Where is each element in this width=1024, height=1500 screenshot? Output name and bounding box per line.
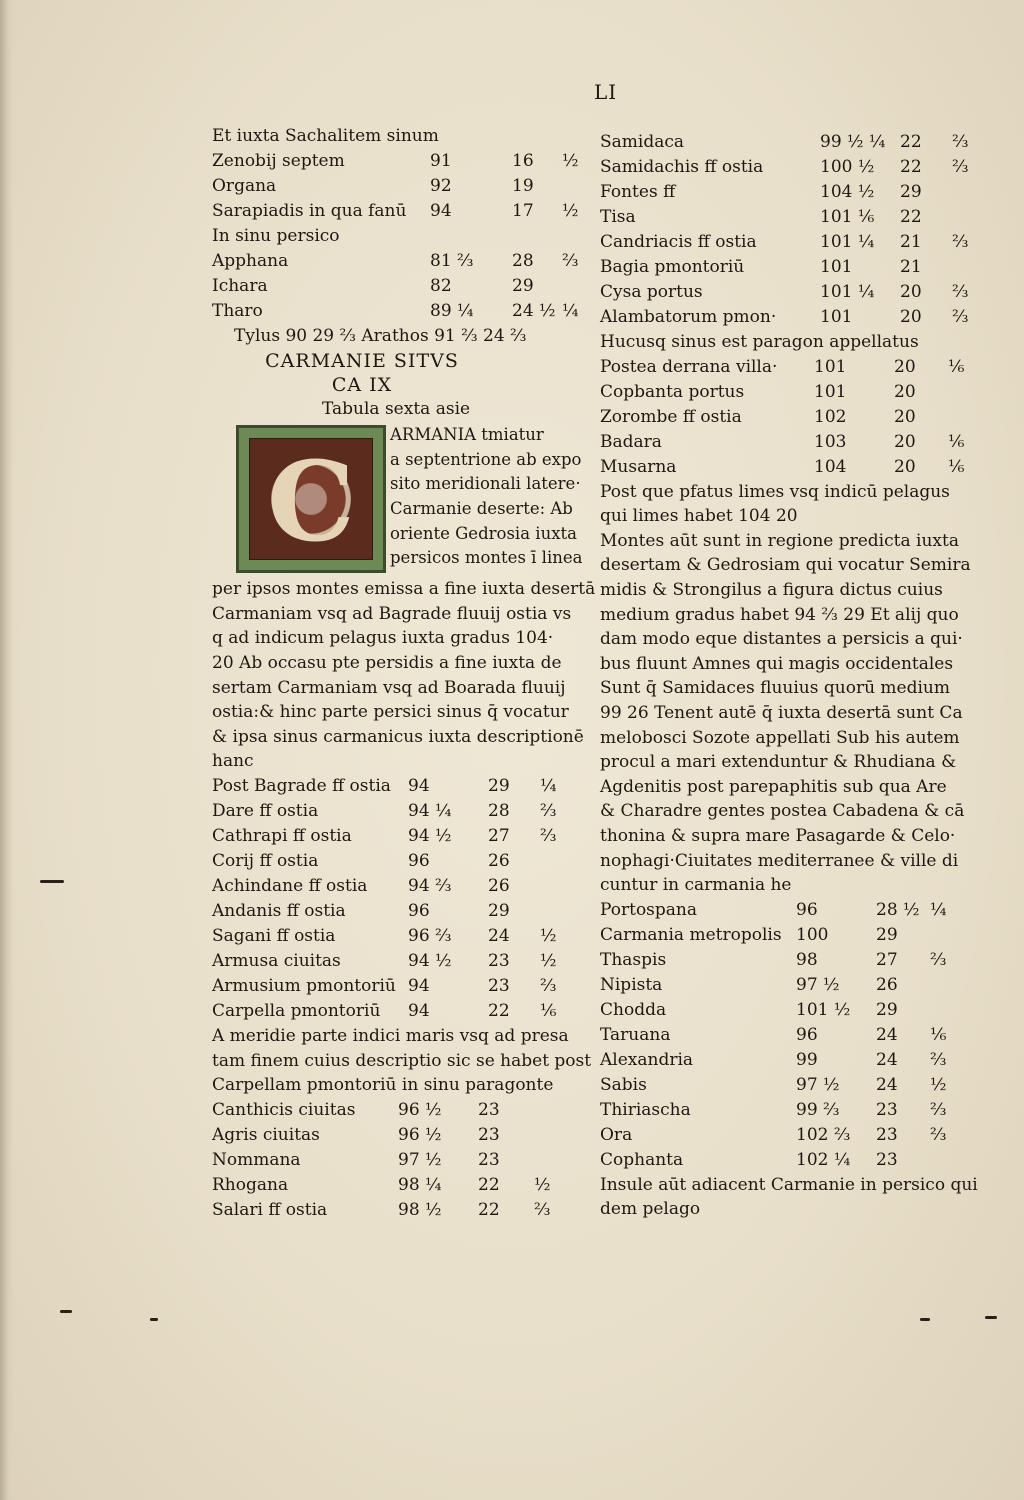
fraction-value: ¼ bbox=[540, 775, 557, 796]
fraction-value: ⅔ bbox=[930, 1049, 947, 1070]
left-prose-2 bbox=[212, 1024, 592, 1098]
place-name: Samidachis ff ostia bbox=[600, 157, 764, 177]
fraction-value: ½ bbox=[562, 151, 579, 171]
place-name: Carmania metropolis bbox=[600, 924, 782, 945]
latitude-value: 29 bbox=[900, 182, 922, 202]
latitude-value: 23 bbox=[876, 1124, 898, 1145]
table-row bbox=[212, 199, 579, 224]
fraction-value: ⅙ bbox=[948, 456, 965, 477]
table-row bbox=[600, 898, 970, 923]
latitude-value: 24 bbox=[488, 925, 510, 946]
prose-line: Montes aūt sunt in regione predicta iuxta bbox=[600, 530, 959, 551]
fraction-value: ⅔ bbox=[930, 1124, 947, 1145]
longitude-value: 101 bbox=[820, 307, 853, 327]
place-name: Rhogana bbox=[212, 1174, 289, 1195]
prose-line: cuntur in carmania he bbox=[600, 875, 792, 896]
latitude-value: 22 bbox=[900, 132, 922, 152]
latitude-value: 20 bbox=[900, 307, 922, 327]
table-row bbox=[600, 1048, 970, 1073]
prose-line: Sunt q̄ Samidaces fluuius quorū medium bbox=[600, 678, 950, 699]
table-row bbox=[212, 874, 572, 899]
latitude-value: 20 bbox=[894, 431, 916, 452]
table-row bbox=[600, 230, 970, 255]
latitude-value: 24 bbox=[876, 1024, 898, 1045]
fraction-value: ⅙ bbox=[948, 356, 965, 377]
prose-line: dam modo eque distantes a persicis a qui· bbox=[600, 629, 963, 650]
longitude-value: 81 ⅔ bbox=[430, 251, 474, 271]
table-row bbox=[600, 130, 970, 155]
ink-mark bbox=[60, 1310, 72, 1313]
latitude-value: 21 bbox=[900, 257, 922, 277]
longitude-value: 96 ⅔ bbox=[408, 925, 452, 946]
place-name: In sinu persico bbox=[212, 226, 340, 246]
fraction-value: ½ bbox=[540, 925, 557, 946]
left-top-table bbox=[212, 124, 579, 324]
latitude-value: 23 bbox=[488, 975, 510, 996]
table-row bbox=[212, 174, 572, 199]
table-row bbox=[212, 1123, 572, 1148]
initial-text-line: ARMANIA tmiatur bbox=[390, 425, 544, 445]
longitude-value: 94 bbox=[408, 775, 430, 796]
table-row bbox=[600, 998, 970, 1023]
hucusque-line: Hucusq sinus est paragon appellatus bbox=[600, 332, 919, 352]
place-name: Thiriascha bbox=[600, 1099, 691, 1120]
ink-mark bbox=[150, 1318, 158, 1321]
place-name: Cathrapi ff ostia bbox=[212, 825, 352, 846]
initial-text-line: Carmanie deserte: Ab bbox=[390, 498, 573, 518]
prose-line: Carmaniam vsq ad Bagrade fluuij ostia vs bbox=[212, 603, 572, 624]
table-row bbox=[600, 280, 970, 305]
latitude-value: 20 bbox=[894, 406, 916, 427]
longitude-value: 89 ¼ bbox=[430, 301, 474, 321]
right-closing bbox=[600, 1173, 978, 1222]
fraction-value: ⅙ bbox=[930, 1024, 947, 1045]
chapter-line: CA IX bbox=[331, 373, 393, 396]
place-name: Nipista bbox=[600, 974, 663, 995]
initial-text-line: oriente Gedrosia iuxta bbox=[390, 523, 577, 543]
table-row bbox=[600, 1148, 970, 1173]
prose-line: procul a mari extenduntur & Rhudiana & bbox=[600, 752, 957, 773]
longitude-value: 96 ½ bbox=[398, 1099, 442, 1120]
prose-line: 20 Ab occasu pte persidis a fine iuxta de bbox=[212, 652, 562, 673]
latitude-value: 23 bbox=[876, 1149, 898, 1170]
place-name: Taruana bbox=[600, 1024, 671, 1045]
latitude-value: 29 bbox=[488, 900, 510, 921]
longitude-value: 96 bbox=[408, 900, 430, 921]
fraction-value: ⅔ bbox=[952, 282, 969, 302]
longitude-value: 101 ½ bbox=[796, 999, 851, 1020]
table-row bbox=[212, 274, 572, 299]
place-name: Thaspis bbox=[600, 949, 667, 970]
longitude-value: 98 ½ bbox=[398, 1199, 442, 1220]
place-name: Corij ff ostia bbox=[212, 850, 319, 871]
latitude-value: 17 bbox=[512, 201, 534, 221]
place-name: Salari ff ostia bbox=[212, 1199, 328, 1220]
fraction-value: ⅔ bbox=[952, 307, 969, 327]
place-name: Musarna bbox=[600, 456, 677, 477]
latitude-value: 19 bbox=[512, 176, 534, 196]
table-row bbox=[600, 380, 970, 405]
carmania-heading: CARMANIE SITVS bbox=[265, 349, 459, 372]
prose-line: Carpellam pmontoriū in sinu paragonte bbox=[212, 1075, 554, 1096]
latitude-value: 22 bbox=[488, 1000, 510, 1021]
latitude-value: 29 bbox=[488, 775, 510, 796]
table-row bbox=[212, 774, 572, 799]
fraction-value: ⅔ bbox=[930, 949, 947, 970]
fraction-value: ½ bbox=[534, 1174, 551, 1195]
table-row bbox=[600, 155, 970, 180]
latitude-value: 27 bbox=[488, 825, 510, 846]
longitude-value: 96 bbox=[796, 1024, 818, 1045]
longitude-value: 94 ½ bbox=[408, 950, 452, 971]
initial-letter: C bbox=[267, 437, 355, 567]
latitude-value: 20 bbox=[894, 381, 916, 402]
place-name: Armusa ciuitas bbox=[212, 950, 341, 971]
longitude-value: 98 bbox=[796, 949, 818, 970]
table-row bbox=[212, 224, 572, 249]
prose-line: ostia:& hinc parte persici sinus q̄ vocatur bbox=[212, 702, 569, 723]
initial-text-line: sito meridionali latere· bbox=[390, 474, 581, 494]
place-name: Andanis ff ostia bbox=[212, 900, 346, 921]
longitude-value: 94 ¼ bbox=[408, 800, 452, 821]
right-bottom-table bbox=[600, 898, 970, 1173]
table-row bbox=[600, 305, 970, 330]
place-name: Sarapiadis in qua fanū bbox=[212, 201, 407, 221]
longitude-value: 101 ¼ bbox=[820, 232, 875, 252]
fraction-value: ⅔ bbox=[540, 825, 557, 846]
left-prose bbox=[212, 577, 596, 774]
left-bottom-table bbox=[212, 1098, 572, 1223]
place-name: Carpella pmontoriū bbox=[212, 1000, 381, 1021]
place-name: Samidaca bbox=[600, 132, 685, 152]
table-row bbox=[600, 430, 970, 455]
longitude-value: 99 ½ ¼ bbox=[820, 132, 886, 152]
longitude-value: 94 ⅔ bbox=[408, 875, 452, 896]
prose-line: sertam Carmaniam vsq ad Boarada fluuij bbox=[212, 677, 566, 698]
latitude-value: 24 bbox=[876, 1049, 898, 1070]
place-name: Ora bbox=[600, 1124, 633, 1145]
latitude-value: 23 bbox=[478, 1099, 500, 1120]
place-name: Chodda bbox=[600, 999, 667, 1020]
place-name: Dare ff ostia bbox=[212, 800, 319, 821]
longitude-value: 94 bbox=[408, 975, 430, 996]
place-name: Agris ciuitas bbox=[212, 1124, 320, 1145]
longitude-value: 101 ¼ bbox=[820, 282, 875, 302]
prose-line: Agdenitis post parepaphitis sub qua Are bbox=[600, 776, 947, 797]
place-name: Achindane ff ostia bbox=[212, 875, 368, 896]
table-row bbox=[600, 355, 970, 380]
fraction-value: ⅔ bbox=[930, 1099, 947, 1120]
latitude-value: 21 bbox=[900, 232, 922, 252]
longitude-value: 94 bbox=[408, 1000, 430, 1021]
longitude-value: 97 ½ bbox=[796, 1074, 840, 1095]
table-row bbox=[600, 180, 970, 205]
latitude-value: 24 ½ bbox=[512, 301, 556, 321]
table-row bbox=[600, 205, 970, 230]
latitude-value: 22 bbox=[478, 1199, 500, 1220]
place-name: Alexandria bbox=[600, 1049, 694, 1070]
longitude-value: 82 bbox=[430, 276, 452, 296]
latitude-value: 26 bbox=[488, 875, 510, 896]
longitude-value: 96 bbox=[408, 850, 430, 871]
place-name: Zorombe ff ostia bbox=[600, 406, 742, 427]
latitude-value: 24 bbox=[876, 1074, 898, 1095]
left-column bbox=[212, 124, 596, 1223]
longitude-value: 102 ⅔ bbox=[796, 1124, 851, 1145]
prose-line: per ipsos montes emissa a fine iuxta desertā bbox=[212, 579, 596, 600]
place-name: Tharo bbox=[212, 301, 263, 321]
initial-ornament bbox=[249, 437, 373, 567]
prose-line: qui limes habet 104 20 bbox=[600, 506, 798, 527]
fraction-value: ⅔ bbox=[952, 232, 969, 252]
longitude-value: 91 bbox=[430, 151, 452, 171]
right-column bbox=[600, 130, 978, 1222]
tylus-line: Tylus 90 29 ⅔ Arathos 91 ⅔ 24 ⅔ bbox=[234, 326, 527, 346]
fraction-value: ⅔ bbox=[540, 800, 557, 821]
table-row bbox=[212, 899, 572, 924]
table-row bbox=[600, 1073, 970, 1098]
fraction-value: ½ bbox=[540, 950, 557, 971]
place-name: Candriacis ff ostia bbox=[600, 232, 757, 252]
latitude-value: 23 bbox=[478, 1124, 500, 1145]
table-row bbox=[212, 1198, 572, 1223]
latitude-value: 29 bbox=[876, 999, 898, 1020]
table-row bbox=[212, 249, 579, 274]
table-row bbox=[600, 1023, 970, 1048]
place-name: Bagia pmontoriū bbox=[600, 257, 745, 277]
longitude-value: 103 bbox=[814, 431, 847, 452]
longitude-value: 101 bbox=[820, 257, 853, 277]
place-name: Ichara bbox=[212, 276, 268, 296]
longitude-value: 97 ½ bbox=[796, 974, 840, 995]
longitude-value: 102 bbox=[814, 406, 847, 427]
prose-line: desertam & Gedrosiam qui vocatur Semira bbox=[600, 555, 971, 576]
latitude-value: 28 ½ bbox=[876, 899, 920, 920]
longitude-value: 101 bbox=[814, 356, 847, 377]
longitude-value: 104 bbox=[814, 456, 847, 477]
place-name: Postea derrana villa· bbox=[600, 356, 778, 377]
ink-mark bbox=[40, 880, 64, 883]
longitude-value: 99 bbox=[796, 1049, 818, 1070]
latitude-value: 29 bbox=[512, 276, 534, 296]
table-row bbox=[212, 1098, 572, 1123]
prose-line: hanc bbox=[212, 751, 254, 772]
prose-line: nophagi·Ciuitates mediterranee & ville di bbox=[600, 850, 959, 871]
fraction-value: ⅔ bbox=[534, 1199, 551, 1220]
ink-mark bbox=[985, 1316, 997, 1319]
table-row bbox=[212, 149, 579, 174]
prose-line: & Charadre gentes postea Cabadena & cā bbox=[600, 801, 965, 822]
table-row bbox=[600, 455, 970, 480]
latitude-value: 28 bbox=[488, 800, 510, 821]
latitude-value: 27 bbox=[876, 949, 898, 970]
latitude-value: 29 bbox=[876, 924, 898, 945]
prose-line: & ipsa sinus carmanicus iuxta descriptionē bbox=[212, 726, 584, 747]
prose-line: dem pelago bbox=[600, 1199, 701, 1220]
latitude-value: 23 bbox=[488, 950, 510, 971]
longitude-value: 102 ¼ bbox=[796, 1149, 851, 1170]
ink-mark bbox=[920, 1318, 930, 1321]
illuminated-initial-block bbox=[212, 421, 583, 577]
latitude-value: 22 bbox=[478, 1174, 500, 1195]
longitude-value: 99 ⅔ bbox=[796, 1099, 840, 1120]
latitude-value: 16 bbox=[512, 151, 534, 171]
longitude-value: 96 bbox=[796, 899, 818, 920]
place-name: Nommana bbox=[212, 1149, 301, 1170]
longitude-value: 101 bbox=[814, 381, 847, 402]
table-row bbox=[600, 405, 970, 430]
table-row bbox=[212, 299, 579, 324]
place-name: Post Bagrade ff ostia bbox=[212, 775, 391, 796]
latitude-value: 23 bbox=[478, 1149, 500, 1170]
fraction-value: ½ bbox=[562, 201, 579, 221]
place-name: Tisa bbox=[600, 207, 636, 227]
place-name: Cysa portus bbox=[600, 282, 703, 302]
fraction-value: ⅔ bbox=[952, 132, 969, 152]
longitude-value: 101 ⅙ bbox=[820, 207, 875, 227]
right-prose bbox=[600, 480, 970, 898]
table-row bbox=[600, 1098, 970, 1123]
right-top-table bbox=[600, 130, 970, 330]
table-row bbox=[212, 1173, 572, 1198]
prose-line: medium gradus habet 94 ⅔ 29 Et alij quo bbox=[600, 604, 959, 625]
place-name: Armusium pmontoriū bbox=[212, 975, 396, 996]
place-name: Alambatorum pmon· bbox=[600, 307, 777, 327]
place-name: Sabis bbox=[600, 1074, 647, 1095]
place-name: Cophanta bbox=[600, 1149, 684, 1170]
fraction-value: ¼ bbox=[930, 899, 947, 920]
prose-line: thonina & supra mare Pasagarde & Celo· bbox=[600, 825, 956, 846]
fraction-value: ⅙ bbox=[948, 431, 965, 452]
initial-text-line: a septentrione ab expo bbox=[390, 449, 582, 469]
table-row bbox=[600, 1123, 970, 1148]
latitude-value: 28 bbox=[512, 251, 534, 271]
table-row bbox=[600, 923, 970, 948]
prose-line: 99 26 Tenent autē q̄ iuxta desertā sunt Ca bbox=[600, 702, 963, 723]
fraction-value: ⅔ bbox=[952, 157, 969, 177]
prose-line: melobosci Sozote appellati Sub his autem bbox=[600, 727, 960, 748]
place-name: Sagani ff ostia bbox=[212, 925, 336, 946]
place-name: Organa bbox=[212, 176, 277, 196]
latitude-value: 26 bbox=[876, 974, 898, 995]
place-name: Apphana bbox=[212, 251, 289, 271]
longitude-value: 104 ½ bbox=[820, 182, 875, 202]
longitude-value: 94 bbox=[430, 201, 452, 221]
table-row bbox=[212, 824, 572, 849]
latitude-value: 22 bbox=[900, 157, 922, 177]
table-row bbox=[212, 999, 572, 1024]
longitude-value: 97 ½ bbox=[398, 1149, 442, 1170]
place-name: Badara bbox=[600, 431, 662, 452]
latitude-value: 20 bbox=[894, 456, 916, 477]
prose-line: q ad indicum pelagus iuxta gradus 104· bbox=[212, 628, 554, 649]
longitude-value: 96 ½ bbox=[398, 1124, 442, 1145]
place-name: Copbanta portus bbox=[600, 381, 745, 402]
initial-text bbox=[390, 423, 583, 571]
fraction-value: ⅔ bbox=[540, 975, 557, 996]
table-row bbox=[212, 974, 572, 999]
longitude-value: 100 ½ bbox=[820, 157, 875, 177]
table-row bbox=[212, 849, 572, 874]
table-row bbox=[212, 1148, 572, 1173]
table-row bbox=[212, 949, 572, 974]
table-row bbox=[600, 255, 970, 280]
latitude-value: 22 bbox=[900, 207, 922, 227]
place-name: Fontes ff bbox=[600, 182, 676, 202]
longitude-value: 100 bbox=[796, 924, 829, 945]
latitude-value: 20 bbox=[894, 356, 916, 377]
table-row bbox=[212, 799, 572, 824]
prose-line: tam finem cuius descriptio sic se habet post bbox=[212, 1050, 592, 1071]
place-name: Canthicis ciuitas bbox=[212, 1099, 356, 1120]
table-row bbox=[600, 973, 970, 998]
longitude-value: 92 bbox=[430, 176, 452, 196]
longitude-value: 94 ½ bbox=[408, 825, 452, 846]
latitude-value: 26 bbox=[488, 850, 510, 871]
prose-line: midis & Strongilus a figura dictus cuius bbox=[600, 579, 943, 600]
latitude-value: 23 bbox=[876, 1099, 898, 1120]
place-name: Et iuxta Sachalitem sinum bbox=[212, 126, 439, 146]
fraction-value: ⅙ bbox=[540, 1000, 557, 1021]
fraction-value: ⅔ bbox=[562, 251, 579, 271]
illuminated-initial bbox=[236, 425, 386, 573]
fraction-value: ½ bbox=[930, 1074, 947, 1095]
right-mid-table bbox=[600, 355, 970, 480]
table-row bbox=[600, 948, 970, 973]
tabula-line: Tabula sexta asie bbox=[322, 398, 471, 419]
page-gutter-edge bbox=[0, 0, 14, 1500]
place-name: Portospana bbox=[600, 899, 698, 920]
prose-line: A meridie parte indici maris vsq ad presa bbox=[212, 1025, 569, 1046]
left-mid-table bbox=[212, 774, 572, 1024]
table-row bbox=[212, 924, 572, 949]
place-name: Zenobij septem bbox=[212, 151, 345, 171]
initial-text-line: persicos montes ī linea bbox=[390, 548, 583, 568]
longitude-value: 98 ¼ bbox=[398, 1174, 442, 1195]
latitude-value: 20 bbox=[900, 282, 922, 302]
folio-number: LI bbox=[594, 80, 618, 104]
table-row bbox=[212, 124, 572, 149]
prose-line: Post que pfatus limes vsq indicū pelagus bbox=[600, 481, 950, 502]
prose-line: bus fluunt Amnes qui magis occidentales bbox=[600, 653, 954, 674]
fraction-value: ¼ bbox=[562, 301, 579, 321]
prose-line: Insule aūt adiacent Carmanie in persico qui bbox=[600, 1174, 978, 1195]
